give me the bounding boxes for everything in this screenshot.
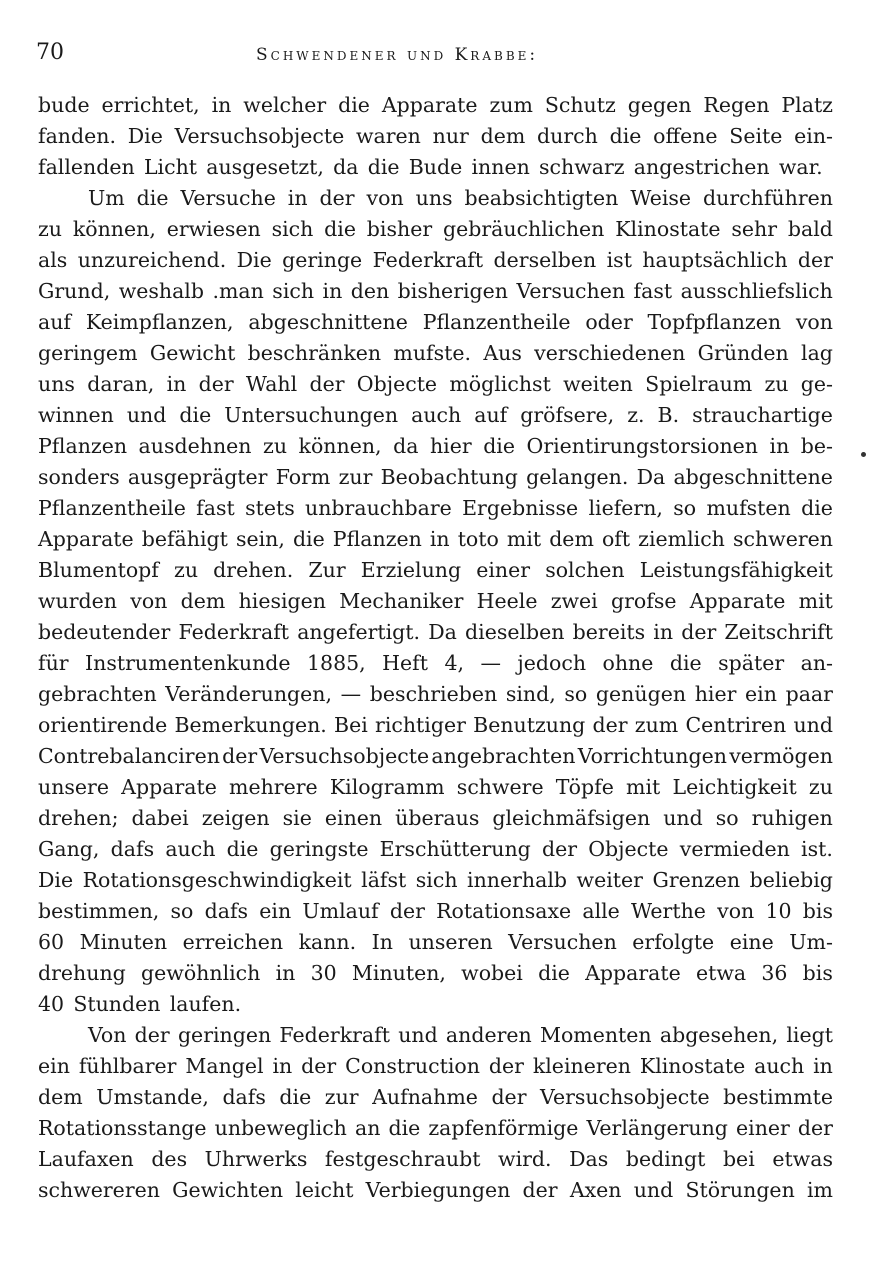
text-line: zu können, erwiesen sich die bisher gebräuchlichen Klinostate sehr bald: [38, 217, 833, 241]
text-line: bestimmen, so dafs ein Umlauf der Rotationsaxe alle Werthe von 10 bis: [38, 899, 833, 923]
text-line: gebrachten Veränderungen, — beschrieben sind, so genügen hier ein paar: [38, 682, 833, 706]
text-line: Pflanzen ausdehnen zu können, da hier die Orientirungstorsionen in be-: [38, 434, 833, 458]
text-line: wurden von dem hiesigen Mechaniker Heele zwei grofse Apparate mit: [38, 589, 833, 613]
text-line: ein fühlbarer Mangel in der Construction der kleineren Klinostate auch in: [38, 1054, 833, 1078]
text-line: Die Rotationsgeschwindigkeit läfst sich innerhalb weiter Grenzen beliebig: [38, 868, 833, 892]
text-line: Pflanzentheile fast stets unbrauchbare Ergebnisse liefern, so mufsten die: [38, 496, 833, 520]
text-line: fallenden Licht ausgesetzt, da die Bude innen schwarz angestrichen war.: [38, 155, 823, 179]
text-line: als unzureichend. Die geringe Federkraft derselben ist hauptsächlich der: [38, 248, 833, 272]
text-line: Apparate befähigt sein, die Pflanzen in toto mit dem oft ziemlich schweren: [38, 527, 833, 551]
text-line: sonders ausgeprägter Form zur Beobachtung gelangen. Da abgeschnittene: [38, 465, 833, 489]
text-line: geringem Gewicht beschränken mufste. Aus verschiedenen Gründen lag: [38, 341, 833, 365]
text-line: Von der geringen Federkraft und anderen Momenten abgesehen, liegt: [88, 1023, 833, 1047]
text-line: drehung gewöhnlich in 30 Minuten, wobei die Apparate etwa 36 bis: [38, 961, 833, 985]
text-line: für Instrumentenkunde 1885, Heft 4, — jedoch ohne die später an-: [38, 651, 833, 675]
text-line: fanden. Die Versuchsobjecte waren nur dem durch die offene Seite ein-: [38, 124, 833, 148]
text-line: 60 Minuten erreichen kann. In unseren Versuchen erfolgte eine Um-: [38, 930, 833, 954]
text-line: bude errichtet, in welcher die Apparate zum Schutz gegen Regen Platz: [38, 93, 833, 117]
margin-mark: [861, 452, 866, 457]
text-line: drehen; dabei zeigen sie einen überaus gleichmäfsigen und so ruhigen: [38, 806, 833, 830]
text-line: orientirende Bemerkungen. Bei richtiger Benutzung der zum Centriren und: [38, 713, 833, 737]
running-head: Schwendener und Krabbe:: [256, 45, 539, 65]
page-header: [36, 38, 836, 70]
text-line: auf Keimpflanzen, abgeschnittene Pflanzentheile oder Topfpflanzen von: [38, 310, 833, 334]
text-line: schwereren Gewichten leicht Verbiegungen der Axen und Störungen im: [38, 1178, 833, 1202]
text-line: uns daran, in der Wahl der Objecte möglichst weiten Spielraum zu ge-: [38, 372, 833, 396]
text-line: Rotationsstange unbeweglich an die zapfenförmige Verlängerung einer der: [38, 1116, 833, 1140]
text-line: winnen und die Untersuchungen auch auf gröfsere, z. B. strauchartige: [38, 403, 833, 427]
text-line: Um die Versuche in der von uns beabsichtigten Weise durchführen: [88, 186, 833, 210]
text-line: Gang, dafs auch die geringste Erschütterung der Objecte vermieden ist.: [38, 837, 833, 861]
page-number: 70: [36, 40, 64, 65]
body-text: [38, 90, 833, 1206]
text-line: unsere Apparate mehrere Kilogramm schwere Töpfe mit Leichtigkeit zu: [38, 775, 833, 799]
text-line: Grund, weshalb .man sich in den bisherigen Versuchen fast ausschliefslich: [38, 279, 833, 303]
text-line: dem Umstande, dafs die zur Aufnahme der Versuchsobjecte bestimmte: [38, 1085, 833, 1109]
text-line: Blumentopf zu drehen. Zur Erzielung einer solchen Leistungsfähigkeit: [38, 558, 833, 582]
text-line: Contrebalanciren der Versuchsobjecte angebrachten Vorrichtungen vermögen: [38, 744, 833, 768]
text-line: Laufaxen des Uhrwerks festgeschraubt wird. Das bedingt bei etwas: [38, 1147, 833, 1171]
text-line: bedeutender Federkraft angefertigt. Da dieselben bereits in der Zeitschrift: [38, 620, 833, 644]
text-line: 40 Stunden laufen.: [38, 992, 242, 1016]
